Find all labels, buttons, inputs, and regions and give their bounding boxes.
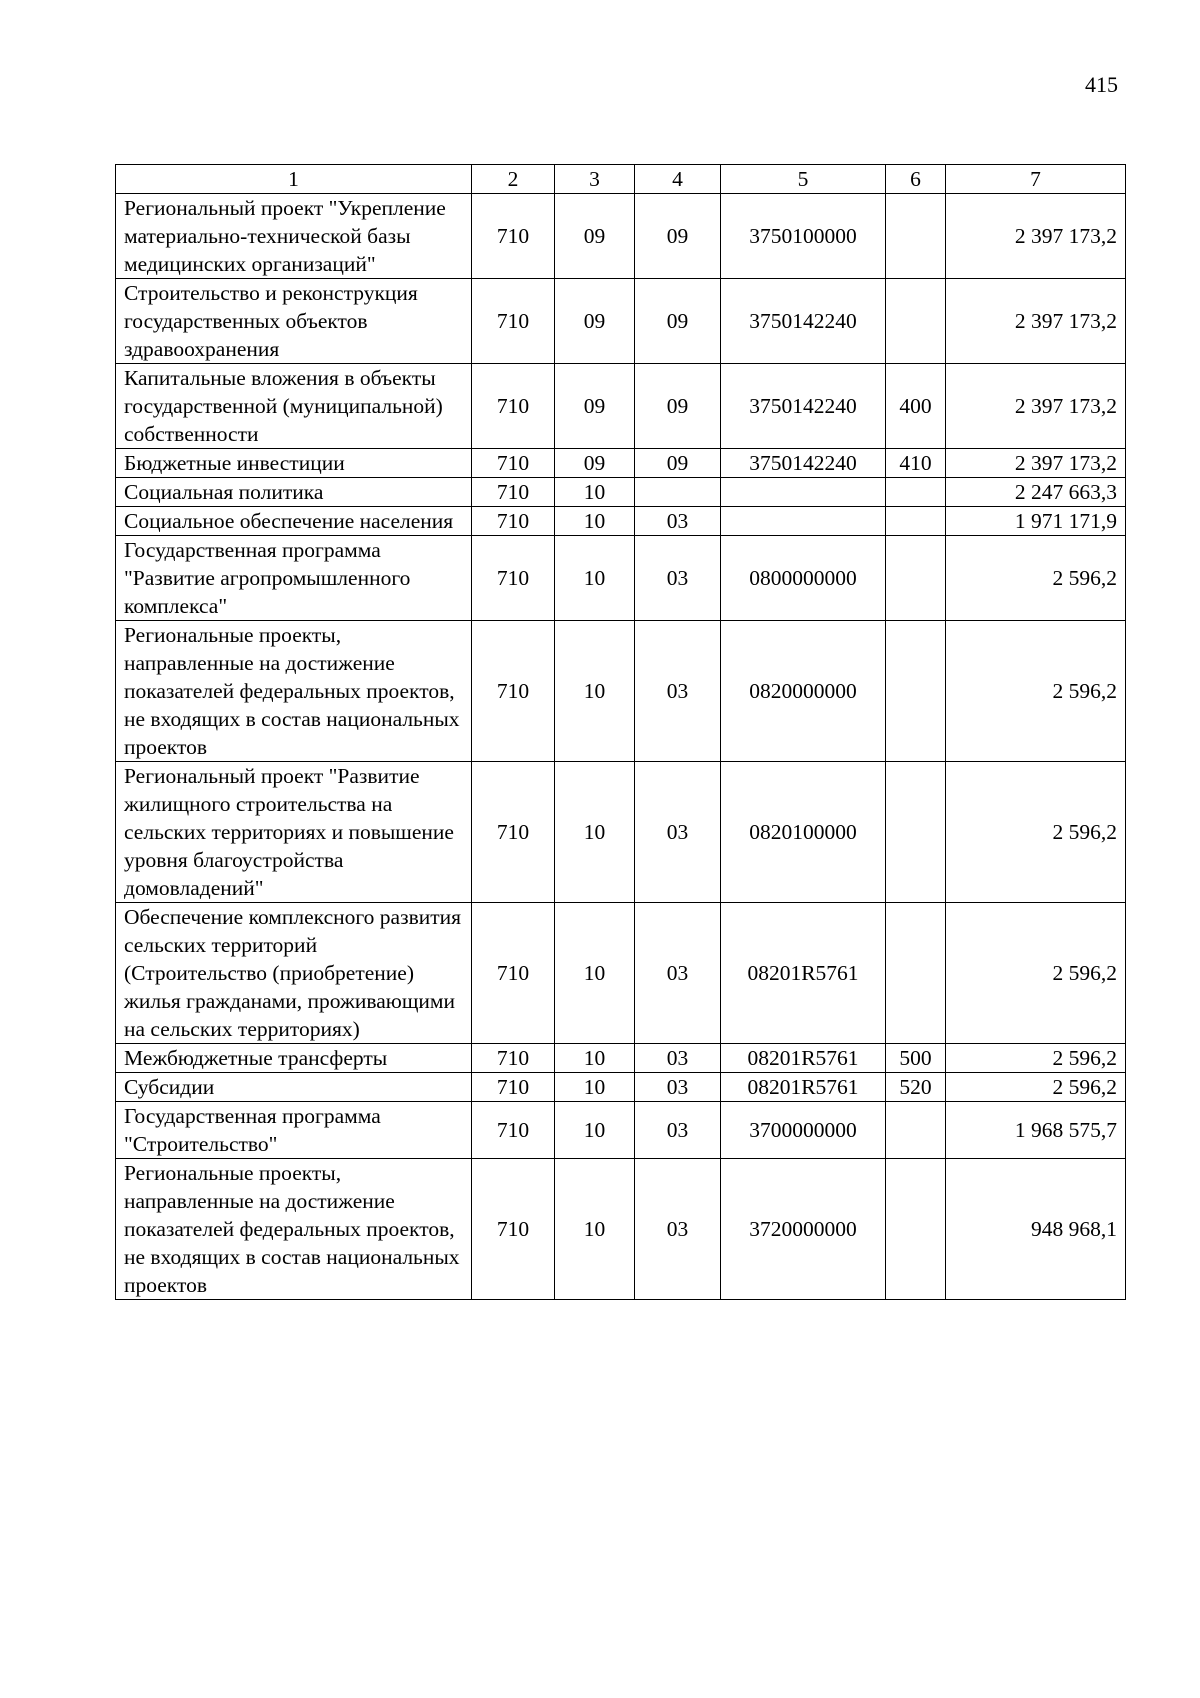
row-col5-cell: 08201R5761 [721,903,886,1044]
row-amount-cell: 2 596,2 [946,903,1126,1044]
row-col3-cell: 10 [555,1159,635,1300]
row-col3-cell: 10 [555,621,635,762]
column-header: 6 [886,165,946,194]
row-amount-cell: 2 397 173,2 [946,279,1126,364]
row-name-cell: Строительство и реконструкция государственных объектов здравоохранения [116,279,472,364]
table-row [116,1102,1126,1159]
table-row [116,279,1126,364]
row-col3-cell: 10 [555,478,635,507]
row-col5-cell: 0800000000 [721,536,886,621]
row-amount-cell: 1 968 575,7 [946,1102,1126,1159]
row-col4-cell: 03 [635,762,721,903]
row-col6-cell: 410 [886,449,946,478]
table-row [116,536,1126,621]
row-col3-cell: 09 [555,194,635,279]
row-amount-cell: 2 397 173,2 [946,364,1126,449]
row-name-cell: Региональный проект "Развитие жилищного строительства на сельских территориях и повышение уровня благоустройства домовладений" [116,762,472,903]
column-header: 4 [635,165,721,194]
budget-table [115,164,1126,1300]
row-col3-cell: 10 [555,507,635,536]
row-col6-cell: 400 [886,364,946,449]
row-col6-cell [886,279,946,364]
row-col2-cell: 710 [472,1044,555,1073]
row-col4-cell: 03 [635,1159,721,1300]
row-col3-cell: 10 [555,1102,635,1159]
row-col5-cell: 3700000000 [721,1102,886,1159]
table-row [116,621,1126,762]
row-col6-cell [886,1102,946,1159]
row-col5-cell: 3750142240 [721,364,886,449]
row-col3-cell: 10 [555,1044,635,1073]
row-col4-cell: 03 [635,507,721,536]
row-name-cell: Региональные проекты, направленные на достижение показателей федеральных проектов, не входящих в состав национальных проектов [116,1159,472,1300]
row-col6-cell [886,1159,946,1300]
row-col6-cell [886,762,946,903]
row-col5-cell: 3750142240 [721,279,886,364]
table-row [116,478,1126,507]
table-row [116,1159,1126,1300]
row-col6-cell [886,903,946,1044]
row-col2-cell: 710 [472,536,555,621]
row-name-cell: Социальное обеспечение населения [116,507,472,536]
row-col4-cell: 03 [635,1044,721,1073]
row-amount-cell: 2 596,2 [946,1044,1126,1073]
column-header: 5 [721,165,886,194]
row-col3-cell: 10 [555,1073,635,1102]
row-name-cell: Региональный проект "Укрепление материально-технической базы медицинских организаций" [116,194,472,279]
row-col5-cell: 0820000000 [721,621,886,762]
row-col2-cell: 710 [472,478,555,507]
row-col2-cell: 710 [472,1102,555,1159]
table-row [116,903,1126,1044]
row-col2-cell: 710 [472,1159,555,1300]
row-amount-cell: 2 596,2 [946,762,1126,903]
row-col4-cell: 09 [635,449,721,478]
row-col3-cell: 10 [555,903,635,1044]
row-col5-cell: 3720000000 [721,1159,886,1300]
row-col5-cell: 0820100000 [721,762,886,903]
row-name-cell: Обеспечение комплексного развития сельских территорий (Строительство (приобретение) жилья гражданами, проживающими на сельских территориях) [116,903,472,1044]
row-col5-cell: 3750100000 [721,194,886,279]
row-col4-cell: 03 [635,1073,721,1102]
table-row [116,762,1126,903]
row-col4-cell: 09 [635,194,721,279]
row-col6-cell [886,621,946,762]
row-col2-cell: 710 [472,279,555,364]
row-col4-cell: 09 [635,364,721,449]
table-body [116,194,1126,1300]
row-col4-cell [635,478,721,507]
row-col5-cell: 08201R5761 [721,1073,886,1102]
row-amount-cell: 2 596,2 [946,621,1126,762]
table-row [116,194,1126,279]
table-row [116,507,1126,536]
row-col4-cell: 03 [635,536,721,621]
row-col6-cell: 500 [886,1044,946,1073]
row-name-cell: Капитальные вложения в объекты государственной (муниципальной) собственности [116,364,472,449]
row-col3-cell: 09 [555,279,635,364]
row-amount-cell: 2 247 663,3 [946,478,1126,507]
table-header-row [116,165,1126,194]
row-col5-cell: 08201R5761 [721,1044,886,1073]
row-col2-cell: 710 [472,1073,555,1102]
table-row [116,1073,1126,1102]
row-name-cell: Межбюджетные трансферты [116,1044,472,1073]
row-col4-cell: 03 [635,621,721,762]
column-header: 3 [555,165,635,194]
page-number: 415 [1085,72,1118,97]
table-row [116,364,1126,449]
row-amount-cell: 948 968,1 [946,1159,1126,1300]
row-col2-cell: 710 [472,903,555,1044]
column-header: 7 [946,165,1126,194]
column-header: 1 [116,165,472,194]
row-col6-cell: 520 [886,1073,946,1102]
row-name-cell: Государственная программа "Строительство" [116,1102,472,1159]
table-row [116,449,1126,478]
row-col2-cell: 710 [472,449,555,478]
row-col5-cell: 3750142240 [721,449,886,478]
row-amount-cell: 1 971 171,9 [946,507,1126,536]
column-header: 2 [472,165,555,194]
row-col5-cell [721,478,886,507]
row-amount-cell: 2 397 173,2 [946,449,1126,478]
row-name-cell: Государственная программа "Развитие агропромышленного комплекса" [116,536,472,621]
row-amount-cell: 2 596,2 [946,1073,1126,1102]
row-col6-cell [886,194,946,279]
row-col3-cell: 09 [555,364,635,449]
row-amount-cell: 2 397 173,2 [946,194,1126,279]
row-col2-cell: 710 [472,194,555,279]
row-col4-cell: 09 [635,279,721,364]
row-col6-cell [886,478,946,507]
row-col3-cell: 10 [555,762,635,903]
row-col3-cell: 09 [555,449,635,478]
row-name-cell: Социальная политика [116,478,472,507]
row-col5-cell [721,507,886,536]
row-col2-cell: 710 [472,762,555,903]
row-col4-cell: 03 [635,1102,721,1159]
row-col6-cell [886,536,946,621]
row-name-cell: Бюджетные инвестиции [116,449,472,478]
row-name-cell: Региональные проекты, направленные на достижение показателей федеральных проектов, не входящих в состав национальных проектов [116,621,472,762]
row-amount-cell: 2 596,2 [946,536,1126,621]
row-col6-cell [886,507,946,536]
table-row [116,1044,1126,1073]
row-col2-cell: 710 [472,364,555,449]
row-name-cell: Субсидии [116,1073,472,1102]
row-col2-cell: 710 [472,621,555,762]
row-col3-cell: 10 [555,536,635,621]
row-col2-cell: 710 [472,507,555,536]
row-col4-cell: 03 [635,903,721,1044]
